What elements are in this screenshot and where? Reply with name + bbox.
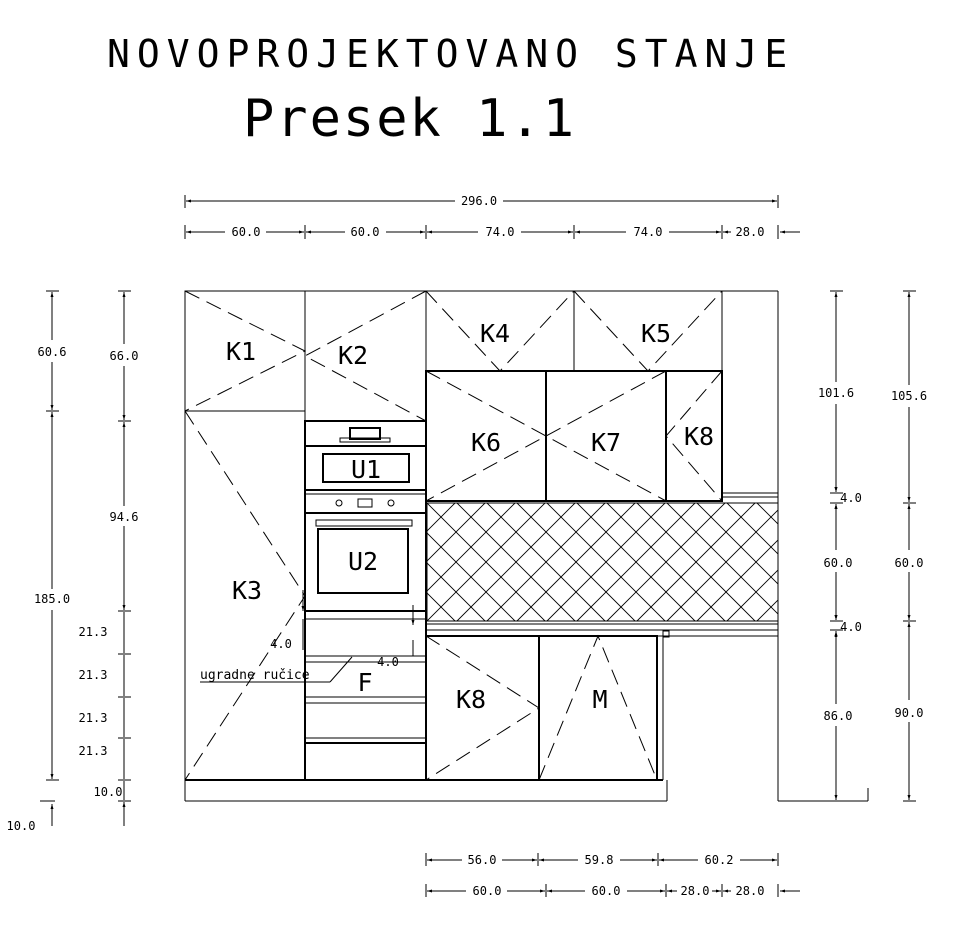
label-k3: K3 — [231, 576, 263, 605]
dim-top-3: 74.0 — [485, 225, 515, 239]
dim-left-inner-2: 94.6 — [109, 510, 139, 524]
dim-left-inner-7: 10.0 — [93, 785, 123, 799]
label-k2: K2 — [337, 341, 369, 370]
dim-bottom-5: 60.0 — [591, 884, 621, 898]
dim-left-inner-4: 21.3 — [78, 668, 108, 682]
dim-total-width: 296.0 — [460, 194, 498, 208]
dim-left-small-1: 4.0 — [270, 637, 292, 651]
dim-bottom-4: 60.0 — [472, 884, 502, 898]
drawing-title: NOVOPROJEKTOVANO STANJE — [107, 32, 795, 76]
label-f: F — [357, 668, 373, 697]
dim-bottom-2: 59.8 — [584, 853, 614, 867]
label-u1: U1 — [350, 455, 382, 484]
dim-bottom-7: 28.0 — [735, 884, 765, 898]
dim-left-inner-3: 21.3 — [78, 625, 108, 639]
dim-left-inner-1: 66.0 — [109, 349, 139, 363]
right-dimensions — [818, 291, 927, 801]
dim-top-4: 74.0 — [633, 225, 663, 239]
backsplash-tiles — [427, 503, 778, 621]
dim-right-inner-2: 4.0 — [840, 491, 862, 505]
dim-right-outer-3: 90.0 — [894, 706, 924, 720]
dim-right-inner-4: 4.0 — [840, 620, 862, 634]
label-k5: K5 — [640, 319, 672, 348]
bottom-dimensions — [426, 853, 800, 898]
label-k4: K4 — [479, 319, 511, 348]
dim-bottom-6: 28.0 — [680, 884, 710, 898]
dim-top-5: 28.0 — [735, 225, 765, 239]
dim-bottom-1: 56.0 — [467, 853, 497, 867]
dim-left-outer-3: 10.0 — [6, 819, 36, 833]
dim-left-small-2: 4.0 — [377, 655, 399, 669]
handles-note: ugradne ručice — [200, 668, 310, 683]
dim-top-1: 60.0 — [231, 225, 261, 239]
label-k8-lower: K8 — [455, 685, 487, 714]
dim-left-inner-6: 21.3 — [78, 744, 108, 758]
label-k6: K6 — [470, 428, 502, 457]
label-u2: U2 — [347, 547, 379, 576]
top-dimensions — [185, 194, 800, 239]
dim-right-inner-3: 60.0 — [823, 556, 853, 570]
dim-left-outer-2: 185.0 — [33, 592, 71, 606]
dim-left-outer-1: 60.6 — [37, 345, 67, 359]
label-k8-upper: K8 — [683, 422, 715, 451]
dim-right-outer-1: 105.6 — [890, 389, 928, 403]
dim-left-inner-5: 21.3 — [78, 711, 108, 725]
drawing-subtitle: Presek 1.1 — [243, 89, 577, 149]
label-k7: K7 — [590, 428, 622, 457]
label-m: M — [592, 685, 608, 714]
dim-bottom-3: 60.2 — [704, 853, 734, 867]
tile-hatch — [307, 503, 875, 621]
dim-right-outer-2: 60.0 — [894, 556, 924, 570]
label-k1: K1 — [225, 337, 257, 366]
elevation — [185, 291, 875, 801]
dim-right-inner-5: 86.0 — [823, 709, 853, 723]
dim-top-2: 60.0 — [350, 225, 380, 239]
dim-right-inner-1: 101.6 — [817, 386, 855, 400]
